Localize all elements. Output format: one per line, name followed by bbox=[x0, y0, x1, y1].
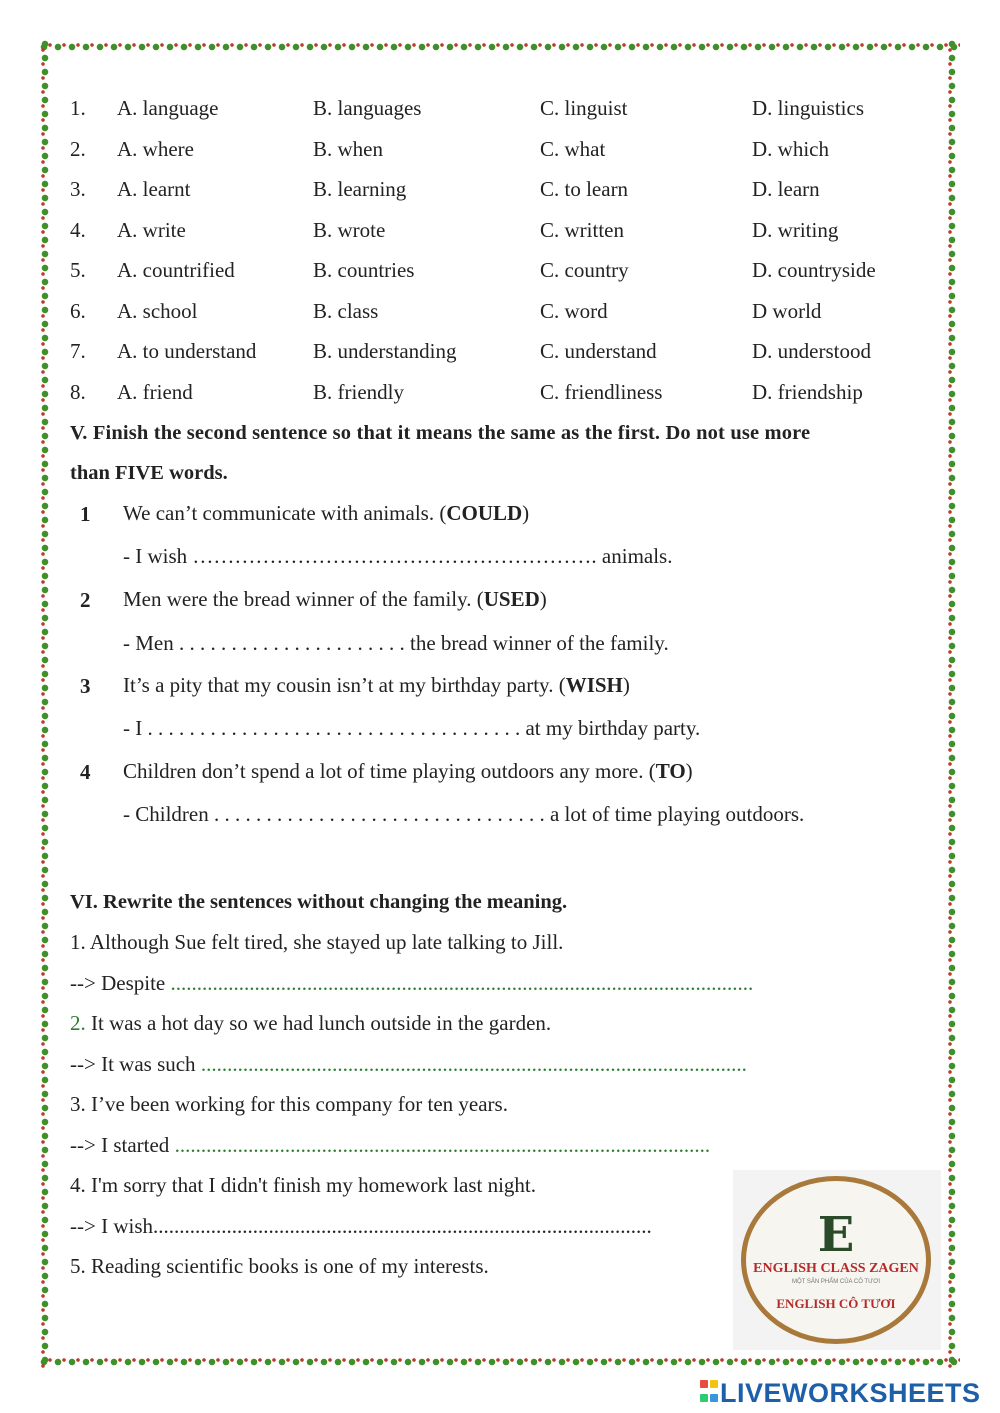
logo-letter: E bbox=[817, 1207, 855, 1263]
liveworksheets-icon bbox=[700, 1380, 718, 1406]
prompt-sentence: It’s a pity that my cousin isn’t at my birthday party. (WISH) bbox=[123, 673, 630, 697]
option-a[interactable]: A. school bbox=[117, 299, 198, 323]
option-d[interactable]: D. writing bbox=[752, 218, 839, 242]
rewrite-sentence: 1. Although Sue felt tired, she stayed up late talking to Jill. bbox=[70, 930, 564, 954]
option-a[interactable]: A. write bbox=[117, 218, 186, 242]
option-c[interactable]: C. word bbox=[540, 299, 608, 323]
rewrite-sentence: 4. I'm sorry that I didn't finish my homework last night. bbox=[70, 1173, 537, 1197]
english-class-logo bbox=[733, 1170, 941, 1350]
question-number: 8. bbox=[70, 380, 86, 404]
section-v-heading-line1: V. Finish the second sentence so that it means the same as the first. Do not use more bbox=[70, 422, 811, 444]
logo-subtitle: ENGLISH CÔ TƯƠI bbox=[776, 1296, 896, 1311]
question-number: 2. bbox=[70, 137, 86, 161]
option-b[interactable]: B. when bbox=[313, 137, 383, 161]
option-a[interactable]: A. friend bbox=[117, 380, 193, 404]
option-d[interactable]: D. learn bbox=[752, 177, 820, 201]
answer-dots[interactable]: ............................................................................................................... bbox=[170, 971, 754, 995]
option-c[interactable]: C. what bbox=[540, 137, 606, 161]
option-d[interactable]: D world bbox=[752, 299, 822, 323]
rewrite-answer: --> It was such ........................................................................................................ bbox=[70, 1052, 747, 1076]
mc-row bbox=[70, 218, 950, 248]
mc-row bbox=[70, 137, 950, 167]
option-b[interactable]: B. languages bbox=[313, 96, 422, 120]
question-number: 7. bbox=[70, 339, 86, 363]
logo-tagline: MỘT SẢN PHẨM CỦA CÔ TƯƠI bbox=[791, 1279, 881, 1285]
question-number: 5. bbox=[70, 258, 86, 282]
answer-line[interactable]: - Children . . . . . . . . . . . . . . . . . . . . . . . . . . . . . . . . a lot of time playing outdoors. bbox=[123, 802, 805, 826]
question-number: 3. bbox=[70, 177, 86, 201]
option-b[interactable]: B. friendly bbox=[313, 380, 404, 404]
holly-border-top bbox=[40, 40, 960, 54]
rewrite-sentence: 5. Reading scientific books is one of my interests. bbox=[70, 1254, 489, 1278]
item-number: 2 bbox=[80, 588, 91, 612]
option-c[interactable]: C. to learn bbox=[540, 177, 629, 201]
option-c[interactable]: C. linguist bbox=[540, 96, 628, 120]
option-b[interactable]: B. class bbox=[313, 299, 379, 323]
answer-dots[interactable]: ............................................................................................... bbox=[153, 1214, 652, 1238]
option-d[interactable]: D. which bbox=[752, 137, 829, 161]
item-number: 4 bbox=[80, 760, 91, 784]
section-vi-heading: VI. Rewrite the sentences without changing the meaning. bbox=[70, 891, 568, 913]
option-c[interactable]: C. country bbox=[540, 258, 629, 282]
option-a[interactable]: A. countrified bbox=[117, 258, 235, 282]
option-c[interactable]: C. understand bbox=[540, 339, 657, 363]
holly-border-bottom bbox=[40, 1355, 960, 1369]
option-d[interactable]: D. linguistics bbox=[752, 96, 865, 120]
brand-name: LIVEWORKSHEETS bbox=[720, 1377, 981, 1408]
mc-row bbox=[70, 96, 950, 126]
option-a[interactable]: A. to understand bbox=[117, 339, 257, 363]
option-b[interactable]: B. understanding bbox=[313, 339, 457, 363]
rewrite-answer: --> Despite ............................................................................................................... bbox=[70, 971, 754, 995]
prompt-sentence: Men were the bread winner of the family. (USED) bbox=[123, 587, 547, 611]
option-d[interactable]: D. friendship bbox=[752, 380, 863, 404]
option-b[interactable]: B. countries bbox=[313, 258, 415, 282]
option-b[interactable]: B. wrote bbox=[313, 218, 386, 242]
prompt-sentence: We can’t communicate with animals. (COULD) bbox=[123, 501, 530, 525]
liveworksheets-brand bbox=[700, 1378, 981, 1408]
item-number: 3 bbox=[80, 674, 91, 698]
keyword: TO bbox=[655, 759, 686, 783]
section-v-heading-line2: than FIVE words. bbox=[70, 462, 228, 484]
option-c[interactable]: C. written bbox=[540, 218, 624, 242]
option-a[interactable]: A. language bbox=[117, 96, 219, 120]
mc-row bbox=[70, 177, 950, 207]
keyword: COULD bbox=[446, 501, 523, 525]
mc-row bbox=[70, 339, 950, 369]
option-a[interactable]: A. learnt bbox=[117, 177, 191, 201]
question-number: 4. bbox=[70, 218, 86, 242]
answer-line[interactable]: - I . . . . . . . . . . . . . . . . . . . . . . . . . . . . . . . . . . . . at my birthday party. bbox=[123, 716, 701, 740]
answer-dots[interactable]: ...................................................................................................... bbox=[174, 1133, 711, 1157]
rewrite-sentence: 2. It was a hot day so we had lunch outside in the garden. bbox=[70, 1011, 552, 1035]
question-number: 6. bbox=[70, 299, 86, 323]
logo-title: ENGLISH CLASS ZAGEN bbox=[753, 1261, 919, 1276]
rewrite-answer: --> I wish............................................................................................... bbox=[70, 1214, 652, 1238]
rewrite-answer: --> I started ...................................................................................................... bbox=[70, 1133, 711, 1157]
keyword: WISH bbox=[565, 673, 623, 697]
mc-row bbox=[70, 299, 950, 329]
prompt-sentence: Children don’t spend a lot of time playing outdoors any more. (TO) bbox=[123, 759, 693, 783]
answer-dots[interactable]: ........................................................................................................ bbox=[200, 1052, 747, 1076]
option-d[interactable]: D. understood bbox=[752, 339, 871, 363]
logo-badge bbox=[741, 1176, 931, 1344]
item-number: 1 bbox=[80, 502, 91, 526]
option-d[interactable]: D. countryside bbox=[752, 258, 876, 282]
option-a[interactable]: A. where bbox=[117, 137, 194, 161]
answer-line[interactable]: - Men . . . . . . . . . . . . . . . . . . . . . . the bread winner of the family. bbox=[123, 631, 669, 655]
keyword: USED bbox=[483, 587, 540, 611]
rewrite-sentence: 3. I’ve been working for this company for ten years. bbox=[70, 1092, 508, 1116]
mc-row bbox=[70, 258, 950, 288]
holly-border-left bbox=[38, 40, 52, 1370]
answer-line[interactable]: - I wish …………………………………………………. animals. bbox=[123, 544, 673, 568]
question-number: 1. bbox=[70, 96, 86, 120]
mc-row bbox=[70, 380, 950, 410]
option-c[interactable]: C. friendliness bbox=[540, 380, 663, 404]
option-b[interactable]: B. learning bbox=[313, 177, 407, 201]
